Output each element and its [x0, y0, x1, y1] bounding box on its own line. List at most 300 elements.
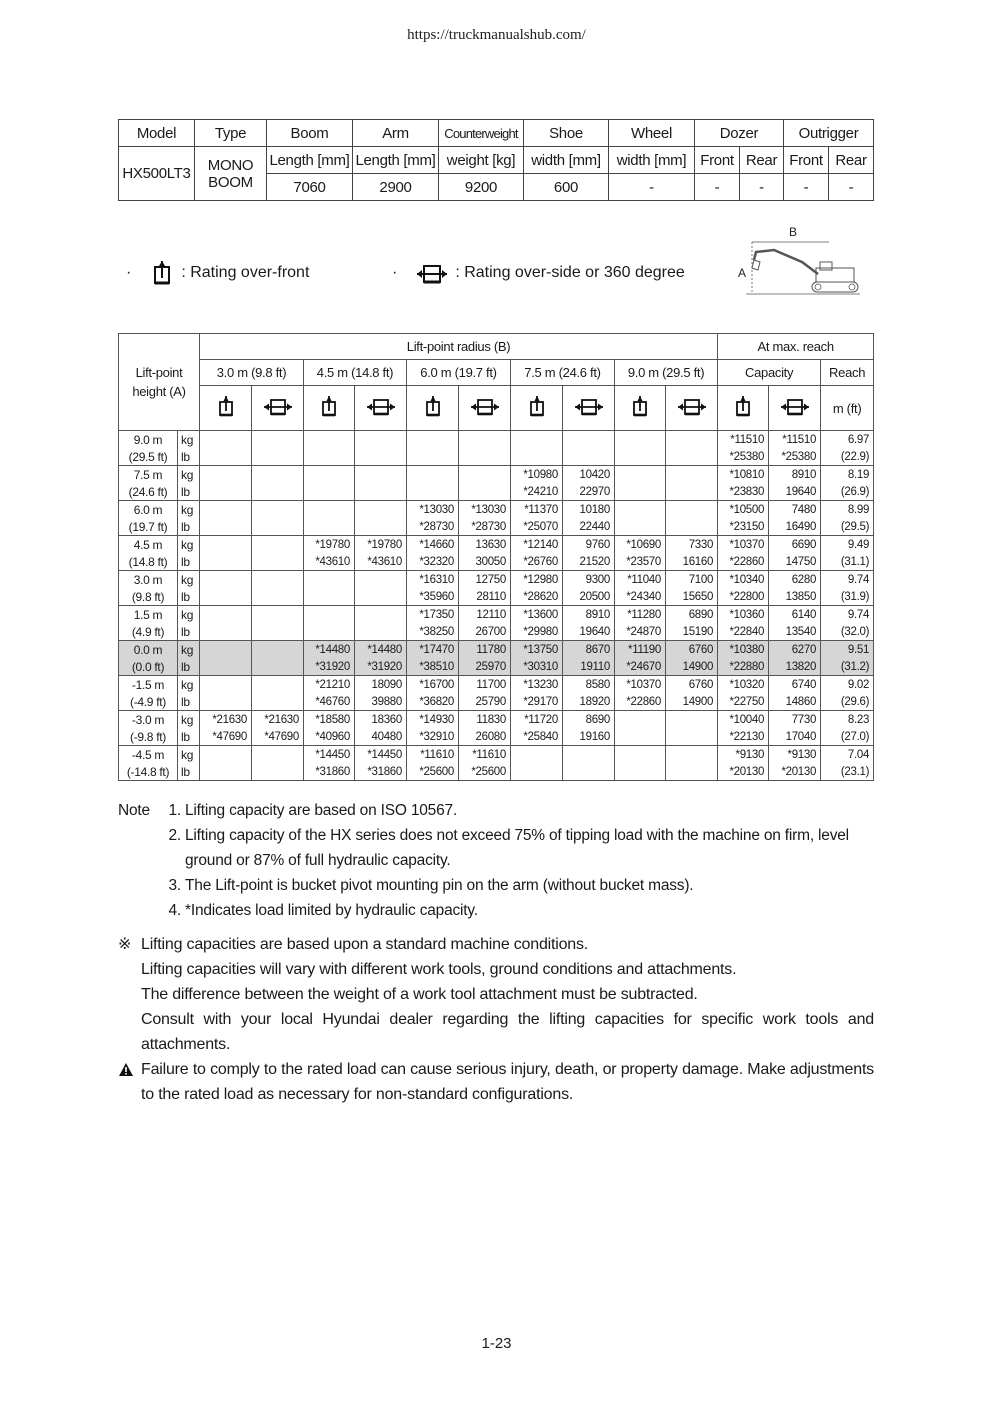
- table-row: [119, 623, 874, 641]
- capacity-value: [200, 606, 252, 624]
- capacity-value: 18360: [355, 711, 407, 729]
- capacity-value: *11610: [407, 746, 459, 764]
- table-row: [119, 693, 874, 711]
- unit-label: lb: [178, 693, 200, 711]
- capacity-value: [355, 571, 407, 589]
- reach-value: (32.0): [821, 623, 874, 641]
- spec-subheader: width [mm]: [609, 147, 695, 174]
- capacity-value: 15190: [666, 623, 718, 641]
- capacity-value: *24340: [615, 588, 666, 606]
- capacity-value: [615, 711, 666, 729]
- unit-label: kg: [178, 536, 200, 554]
- capacity-value: [304, 483, 355, 501]
- capacity-value: *17350: [407, 606, 459, 624]
- capacity-value: [200, 676, 252, 694]
- lift-data-body: [119, 431, 874, 781]
- capacity-value: [615, 431, 666, 449]
- capacity-value: *31920: [304, 658, 355, 676]
- capacity-value: *32910: [407, 728, 459, 746]
- rating-over-side-icon: [252, 386, 304, 431]
- capacity-value: 7330: [666, 536, 718, 554]
- capacity-value: *22130: [718, 728, 769, 746]
- spec-value: -: [829, 174, 874, 201]
- reach-value: 9.49: [821, 536, 874, 554]
- capacity-value: *22750: [718, 693, 769, 711]
- table-row: [119, 711, 874, 729]
- capacity-value: [459, 483, 511, 501]
- note-item: [118, 898, 874, 923]
- capacity-value: [615, 746, 666, 764]
- capacity-value: [563, 448, 615, 466]
- page-number: 1-23: [481, 1335, 512, 1352]
- reach-value: 6.97: [821, 431, 874, 449]
- capacity-value: [563, 763, 615, 781]
- capacity-value: *10040: [718, 711, 769, 729]
- legend-front-label: : Rating over-front: [181, 264, 310, 281]
- lift-height: (4.9 ft): [119, 623, 178, 641]
- capacity-value: *9130: [769, 746, 821, 764]
- capacity-value: 19110: [563, 658, 615, 676]
- capacity-value: [200, 763, 252, 781]
- spec-subheader: Length [mm]: [353, 147, 439, 174]
- capacity-value: [200, 658, 252, 676]
- lift-height: 0.0 m: [119, 641, 178, 659]
- radius-label: 9.0 m (29.5 ft): [615, 360, 718, 386]
- legend-side-label: : Rating over-side or 360 degree: [455, 264, 685, 281]
- capacity-value: *23150: [718, 518, 769, 536]
- capacity-value: *25840: [511, 728, 563, 746]
- capacity-value: *11370: [511, 501, 563, 519]
- capacity-value: 11700: [459, 676, 511, 694]
- capacity-value: *20130: [718, 763, 769, 781]
- reach-value: 8.19: [821, 466, 874, 484]
- radius-label: 6.0 m (19.7 ft): [407, 360, 511, 386]
- table-row: [119, 571, 874, 589]
- capacity-value: *22880: [718, 658, 769, 676]
- lift-height: 7.5 m: [119, 466, 178, 484]
- capacity-value: [355, 606, 407, 624]
- capacity-value: 39880: [355, 693, 407, 711]
- reach-value: (23.1): [821, 763, 874, 781]
- capacity-value: 16160: [666, 553, 718, 571]
- capacity-value: *13600: [511, 606, 563, 624]
- capacity-value: [252, 536, 304, 554]
- diagram-label-b: B: [789, 225, 798, 239]
- capacity-value: 13630: [459, 536, 511, 554]
- capacity-value: 20500: [563, 588, 615, 606]
- lift-height: 3.0 m: [119, 571, 178, 589]
- spec-type: [195, 147, 267, 201]
- reach-value: (29.5): [821, 518, 874, 536]
- capacity-value: *43610: [355, 553, 407, 571]
- reach-value: 8.23: [821, 711, 874, 729]
- capacity-value: *11190: [615, 641, 666, 659]
- capacity-value: *10360: [718, 606, 769, 624]
- capacity-value: [200, 553, 252, 571]
- capacity-value: [666, 448, 718, 466]
- reach-value: 7.04: [821, 746, 874, 764]
- legend-side: [392, 258, 685, 288]
- capacity-value: 28110: [459, 588, 511, 606]
- capacity-value: *46760: [304, 693, 355, 711]
- capacity-value: [355, 483, 407, 501]
- capacity-value: *25380: [718, 448, 769, 466]
- capacity-value: *25070: [511, 518, 563, 536]
- spec-header: Wheel: [609, 120, 695, 147]
- capacity-value: 6690: [769, 536, 821, 554]
- table-row: [119, 518, 874, 536]
- capacity-value: [252, 553, 304, 571]
- lift-height: (19.7 ft): [119, 518, 178, 536]
- capacity-value: *10370: [615, 676, 666, 694]
- table-row: [119, 746, 874, 764]
- reach-value: 9.02: [821, 676, 874, 694]
- capacity-value: [407, 448, 459, 466]
- capacity-value: *13230: [511, 676, 563, 694]
- capacity-value: *35960: [407, 588, 459, 606]
- capacity-value: *21210: [304, 676, 355, 694]
- capacity-value: 19160: [563, 728, 615, 746]
- capacity-value: [200, 501, 252, 519]
- capacity-value: *23830: [718, 483, 769, 501]
- capacity-value: [615, 763, 666, 781]
- note-text: The Lift-point is bucket pivot mounting pin on the arm (without bucket mass).: [185, 877, 694, 894]
- reach-value: (31.1): [821, 553, 874, 571]
- capacity-value: [459, 466, 511, 484]
- capacity-value: *11510: [769, 431, 821, 449]
- capacity-value: [666, 431, 718, 449]
- capacity-value: 7100: [666, 571, 718, 589]
- spec-header: Counterweight: [439, 120, 524, 147]
- capacity-value: [252, 746, 304, 764]
- capacity-value: *10340: [718, 571, 769, 589]
- rating-over-side-icon: [415, 258, 449, 288]
- spec-header-row: [119, 120, 874, 147]
- capacity-value: 10180: [563, 501, 615, 519]
- capacity-value: [355, 431, 407, 449]
- capacity-value: *10320: [718, 676, 769, 694]
- rating-over-side-icon: [666, 386, 718, 431]
- spec-type-line: BOOM: [208, 173, 253, 191]
- lift-height: -1.5 m: [119, 676, 178, 694]
- spec-value: -: [609, 174, 695, 201]
- capacity-value: [200, 571, 252, 589]
- capacity-value: [666, 501, 718, 519]
- capacity-value: *30310: [511, 658, 563, 676]
- rating-over-side-icon: [769, 386, 821, 431]
- table-row: [119, 431, 874, 449]
- icon-row: [119, 386, 874, 431]
- spec-header: Shoe: [524, 120, 609, 147]
- reach-value: (26.9): [821, 483, 874, 501]
- capacity-value: [200, 466, 252, 484]
- excavator-diagram: [732, 222, 867, 304]
- liftpoint-label: Lift-point: [135, 365, 183, 380]
- capacity-value: [355, 466, 407, 484]
- lift-height: (9.8 ft): [119, 588, 178, 606]
- capacity-value: *31860: [304, 763, 355, 781]
- capacity-value: [304, 501, 355, 519]
- capacity-value: *36820: [407, 693, 459, 711]
- capacity-value: *23570: [615, 553, 666, 571]
- capacity-value: 10420: [563, 466, 615, 484]
- capacity-value: [252, 466, 304, 484]
- unit-label: lb: [178, 448, 200, 466]
- capacity-value: [355, 501, 407, 519]
- capacity-value: 18920: [563, 693, 615, 711]
- lift-height: 9.0 m: [119, 431, 178, 449]
- table-row: [119, 483, 874, 501]
- lift-header-row: [119, 334, 874, 360]
- capacity-value: *21630: [252, 711, 304, 729]
- capacity-value: [615, 448, 666, 466]
- unit-label: lb: [178, 588, 200, 606]
- capacity-value: *40960: [304, 728, 355, 746]
- radius-label: 7.5 m (24.6 ft): [511, 360, 615, 386]
- rating-over-side-icon: [355, 386, 407, 431]
- capacity-value: *16310: [407, 571, 459, 589]
- capacity-value: 12750: [459, 571, 511, 589]
- reach-value: 9.74: [821, 571, 874, 589]
- capacity-value: 19640: [563, 623, 615, 641]
- capacity-value: *17470: [407, 641, 459, 659]
- capacity-value: *14450: [304, 746, 355, 764]
- capacity-value: 26080: [459, 728, 511, 746]
- capacity-value: [252, 518, 304, 536]
- capacity-value: 6270: [769, 641, 821, 659]
- capacity-value: *28620: [511, 588, 563, 606]
- spec-model: HX500LT3: [119, 147, 195, 201]
- capacity-value: *10810: [718, 466, 769, 484]
- capacity-value: 40480: [355, 728, 407, 746]
- note-number: 4.: [168, 902, 181, 919]
- spec-value: -: [695, 174, 740, 201]
- unit-label: lb: [178, 483, 200, 501]
- table-row: [119, 658, 874, 676]
- spec-subheader-row: [119, 147, 874, 174]
- unit-label: lb: [178, 623, 200, 641]
- capacity-value: [666, 466, 718, 484]
- capacity-value: [304, 588, 355, 606]
- capacity-value: [355, 518, 407, 536]
- spec-header: Type: [195, 120, 267, 147]
- reference-mark: ※: [118, 936, 132, 953]
- capacity-value: [459, 448, 511, 466]
- capacity-value: [200, 641, 252, 659]
- legend-bullet: ·: [392, 264, 398, 281]
- unit-label: lb: [178, 728, 200, 746]
- capacity-value: [200, 623, 252, 641]
- remarks-section: [118, 932, 874, 1107]
- unit-label: lb: [178, 553, 200, 571]
- capacity-value: [252, 676, 304, 694]
- lift-height: -3.0 m: [119, 711, 178, 729]
- capacity-value: [563, 746, 615, 764]
- capacity-value: *10690: [615, 536, 666, 554]
- capacity-value: *38510: [407, 658, 459, 676]
- table-row: [119, 728, 874, 746]
- reach-value: (22.9): [821, 448, 874, 466]
- lift-height: (0.0 ft): [119, 658, 178, 676]
- unit-label: kg: [178, 466, 200, 484]
- note-item: [118, 798, 874, 823]
- capacity-value: *18580: [304, 711, 355, 729]
- capacity-value: *13030: [459, 501, 511, 519]
- capacity-value: [252, 641, 304, 659]
- spec-header: Arm: [353, 120, 439, 147]
- spec-subheader: Length [mm]: [267, 147, 353, 174]
- unit-label: lb: [178, 763, 200, 781]
- capacity-value: 8910: [769, 466, 821, 484]
- capacity-value: *12980: [511, 571, 563, 589]
- rating-over-front-icon: [149, 258, 175, 288]
- diagram-label-a: A: [738, 266, 747, 280]
- capacity-value: *12140: [511, 536, 563, 554]
- capacity-value: *14660: [407, 536, 459, 554]
- capacity-value: [615, 466, 666, 484]
- capacity-value: 7730: [769, 711, 821, 729]
- note-label: Note: [118, 802, 150, 819]
- lift-height: (-9.8 ft): [119, 728, 178, 746]
- note-item: [118, 873, 874, 898]
- remark-line: Consult with your local Hyundai dealer regarding the lifting capacities for specific work tools and attachments.: [141, 1011, 874, 1053]
- capacity-value: [511, 448, 563, 466]
- capacity-value: [666, 763, 718, 781]
- radius-label: 4.5 m (14.8 ft): [304, 360, 407, 386]
- radius-label: 3.0 m (9.8 ft): [200, 360, 304, 386]
- capacity-value: [666, 483, 718, 501]
- capacity-value: *28730: [459, 518, 511, 536]
- capacity-value: *14480: [304, 641, 355, 659]
- capacity-value: *47690: [252, 728, 304, 746]
- remark-line: Lifting capacities will vary with different work tools, ground conditions and attachments.: [141, 961, 737, 978]
- capacity-value: [252, 623, 304, 641]
- capacity-value: [252, 658, 304, 676]
- capacity-value: 14900: [666, 693, 718, 711]
- capacity-value: [200, 693, 252, 711]
- capacity-value: 6740: [769, 676, 821, 694]
- maxreach-header: At max. reach: [718, 334, 874, 360]
- unit-label: kg: [178, 606, 200, 624]
- radius-header: Lift-point radius (B): [200, 334, 718, 360]
- table-row: [119, 641, 874, 659]
- capacity-value: *11280: [615, 606, 666, 624]
- reach-value: 9.51: [821, 641, 874, 659]
- capacity-value: 8580: [563, 676, 615, 694]
- reach-value: (27.0): [821, 728, 874, 746]
- capacity-value: *10380: [718, 641, 769, 659]
- lift-height: 1.5 m: [119, 606, 178, 624]
- capacity-value: [252, 588, 304, 606]
- capacity-value: *22840: [718, 623, 769, 641]
- capacity-value: [666, 711, 718, 729]
- lift-height: 6.0 m: [119, 501, 178, 519]
- spec-value: -: [740, 174, 784, 201]
- capacity-value: *22860: [718, 553, 769, 571]
- capacity-value: [252, 763, 304, 781]
- spec-table: [118, 119, 874, 201]
- capacity-value: 8690: [563, 711, 615, 729]
- capacity-value: [304, 466, 355, 484]
- capacity-value: 6140: [769, 606, 821, 624]
- capacity-value: [355, 588, 407, 606]
- note-text: *Indicates load limited by hydraulic capacity.: [185, 902, 478, 919]
- remark-line: The difference between the weight of a work tool attachment must be subtracted.: [141, 986, 698, 1003]
- spec-header: Boom: [267, 120, 353, 147]
- capacity-value: *29980: [511, 623, 563, 641]
- capacity-value: 13540: [769, 623, 821, 641]
- lift-height: (-4.9 ft): [119, 693, 178, 711]
- capacity-value: *22800: [718, 588, 769, 606]
- capacity-value: 16490: [769, 518, 821, 536]
- reach-value: (29.6): [821, 693, 874, 711]
- capacity-value: 6890: [666, 606, 718, 624]
- capacity-value: 18090: [355, 676, 407, 694]
- capacity-value: 13820: [769, 658, 821, 676]
- unit-label: kg: [178, 501, 200, 519]
- capacity-value: 11830: [459, 711, 511, 729]
- table-row: [119, 763, 874, 781]
- capacity-value: [252, 483, 304, 501]
- capacity-value: [459, 431, 511, 449]
- spec-type-line: MONO: [207, 156, 254, 174]
- unit-label: kg: [178, 711, 200, 729]
- capacity-value: [304, 571, 355, 589]
- capacity-value: [304, 518, 355, 536]
- reach-label: Reach: [821, 360, 874, 386]
- spec-header: Outrigger: [784, 120, 874, 147]
- spec-value: 9200: [439, 174, 524, 201]
- unit-label: kg: [178, 641, 200, 659]
- capacity-value: 12110: [459, 606, 511, 624]
- legend-bullet: ·: [126, 264, 132, 281]
- table-row: [119, 553, 874, 571]
- capacity-value: *13030: [407, 501, 459, 519]
- capacity-value: [407, 483, 459, 501]
- capacity-value: [666, 728, 718, 746]
- reference-remark: [118, 932, 874, 1057]
- capacity-value: 13850: [769, 588, 821, 606]
- note-number: 2.: [168, 827, 181, 844]
- unit-label: kg: [178, 431, 200, 449]
- capacity-value: *24870: [615, 623, 666, 641]
- capacity-value: 9760: [563, 536, 615, 554]
- lift-height: (24.6 ft): [119, 483, 178, 501]
- source-url[interactable]: https://truckmanualshub.com/: [407, 27, 586, 43]
- rating-over-front-icon: [200, 386, 252, 431]
- lift-height: 4.5 m: [119, 536, 178, 554]
- capacity-value: [200, 483, 252, 501]
- capacity-value: 14750: [769, 553, 821, 571]
- capacity-value: [563, 431, 615, 449]
- capacity-value: [304, 623, 355, 641]
- capacity-value: [615, 518, 666, 536]
- capacity-value: [252, 693, 304, 711]
- capacity-value: [407, 466, 459, 484]
- capacity-value: [200, 448, 252, 466]
- spec-subheader: weight [kg]: [439, 147, 524, 174]
- spec-subheader: Front: [695, 147, 740, 174]
- table-row: [119, 588, 874, 606]
- spec-value: 2900: [353, 174, 439, 201]
- capacity-value: 8670: [563, 641, 615, 659]
- note-number: 1.: [168, 802, 181, 819]
- capacity-value: *28730: [407, 518, 459, 536]
- rating-over-side-icon: [459, 386, 511, 431]
- capacity-value: [615, 501, 666, 519]
- capacity-value: [200, 746, 252, 764]
- warning-remark: [118, 1057, 874, 1107]
